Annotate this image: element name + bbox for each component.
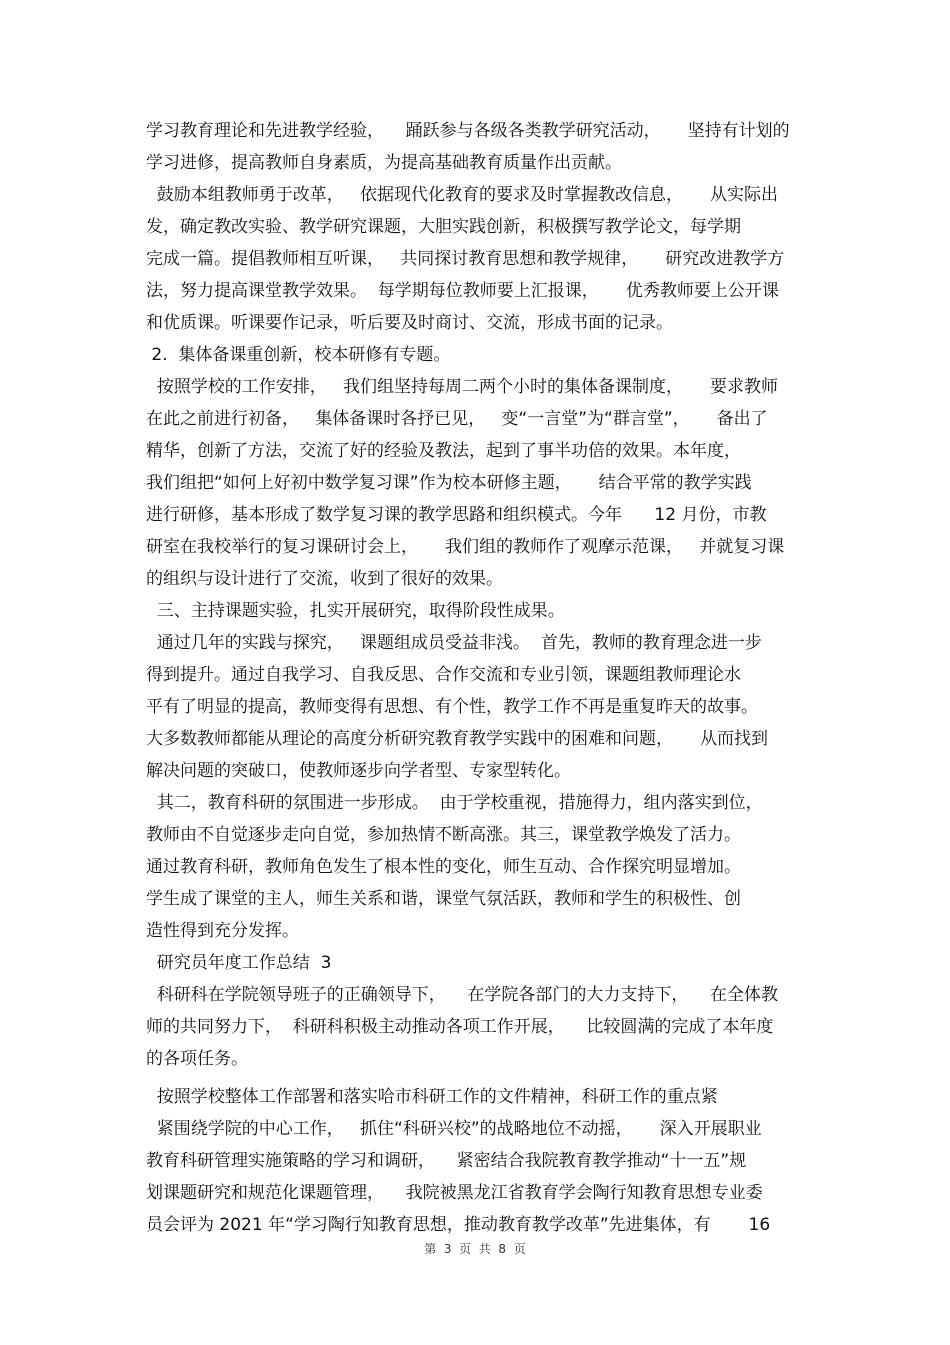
text-line: 研室在我校举行的复习课研讨会上， 我们组的教师作了观摩示范课， 并就复习课 (146, 537, 785, 557)
text-line: 科研科在学院领导班子的正确领导下， 在学院各部门的大力支持下， 在全体教 (146, 985, 779, 1005)
document-body (146, 115, 826, 1241)
section-title: 研究员年度工作总结 3 (146, 953, 332, 973)
text-line: 通过教育科研，教师角色发生了根本性的变化，师生互动、合作探究明显增加。 (146, 857, 741, 877)
text-line: 的各项任务。 (146, 1049, 248, 1069)
text-line: 其二，教育科研的氛围进一步形成。 由于学校重视，措施得力，组内落实到位， (146, 793, 763, 813)
text-line: 按照学校的工作安排， 我们组坚持每周二两个小时的集体备课制度， 要求教师 (146, 377, 779, 397)
text-line: 学习进修，提高教师自身素质，为提高基础教育质量作出贡献。 (146, 153, 622, 173)
section-heading: 2. 集体备课重创新，校本研修有专题。 (146, 345, 451, 365)
text-line: 紧围绕学院的中心工作， 抓住“科研兴校”的战略地位不动摇， 深入开展职业 (146, 1119, 762, 1139)
text-line: 完成一篇。提倡教师相互听课， 共同探讨教育思想和教学规律， 研究改进教学方 (146, 249, 785, 269)
text-line: 师的共同努力下， 科研科积极主动推动各项工作开展， 比较圆满的完成了本年度 (146, 1017, 774, 1037)
text-line: 按照学校整体工作部署和落实哈市科研工作的文件精神，科研工作的重点紧 (146, 1087, 718, 1107)
text-line: 学生成了课堂的主人，师生关系和谐，课堂气氛活跃，教师和学生的积极性、创 (146, 889, 741, 909)
text-line: 得到提升。通过自我学习、自我反思、合作交流和专业引领，课题组教师理论水 (146, 665, 741, 685)
text-line: 员会评为 2021 年“学习陶行知教育思想，推动教育教学改革”先进集体，有 16 (146, 1215, 771, 1235)
text-line: 教育科研管理实施策略的学习和调研， 紧密结合我院教育教学推动“十一五”规 (146, 1151, 747, 1171)
text-line: 法，努力提高课堂教学效果。 每学期每位教师要上汇报课， 优秀教师要上公开课 (146, 281, 779, 301)
text-line: 平有了明显的提高，教师变得有思想、有个性，教学工作不再是重复昨天的故事。 (146, 697, 758, 717)
text-line: 教师由不自觉逐步走向自觉，参加热情不断高涨。其三，课堂教学焕发了活力。 (146, 825, 741, 845)
page-footer: 第 3 页 共 8 页 (424, 1242, 526, 1256)
text-line: 进行研修，基本形成了数学复习课的教学思路和组织模式。今年 12 月份，市教 (146, 505, 767, 525)
text-line: 发，确定教改实验、教学研究课题，大胆实践创新，积极撰写教学论文，每学期 (146, 217, 741, 237)
text-line: 精华，创新了方法，交流了好的经验及教法，起到了事半功倍的效果。本年度， (146, 441, 741, 461)
text-line: 和优质课。听课要作记录，听后要及时商讨、交流，形成书面的记录。 (146, 313, 673, 333)
text-line: 通过几年的实践与探究， 课题组成员受益非浅。 首先，教师的教育理念进一步 (146, 633, 762, 653)
text-line: 的组织与设计进行了交流，收到了很好的效果。 (146, 569, 503, 589)
text-line: 鼓励本组教师勇于改革， 依据现代化教育的要求及时掌握教改信息， 从实际出 (146, 185, 779, 205)
text-line: 大多数教师都能从理论的高度分析研究教育教学实践中的困难和问题， 从而找到 (146, 729, 769, 749)
text-line: 我们组把“如何上好初中数学复习课”作为校本研修主题， 结合平常的教学实践 (146, 473, 752, 493)
text-line: 解决问题的突破口，使教师逐步向学者型、专家型转化。 (146, 761, 571, 781)
text-line: 划课题研究和规范化课题管理， 我院被黑龙江省教育学会陶行知教育思想专业委 (146, 1183, 763, 1203)
text-line: 在此之前进行初备， 集体备课时各抒已见， 变“一言堂”为“群言堂”， 备出了 (146, 409, 768, 429)
text-line: 学习教育理论和先进教学经验， 踊跃参与各级各类教学研究活动， 坚持有计划的 (146, 121, 790, 141)
section-heading: 三、主持课题实验，扎实开展研究，取得阶段性成果。 (146, 601, 565, 621)
text-line: 造性得到充分发挥。 (146, 921, 299, 941)
